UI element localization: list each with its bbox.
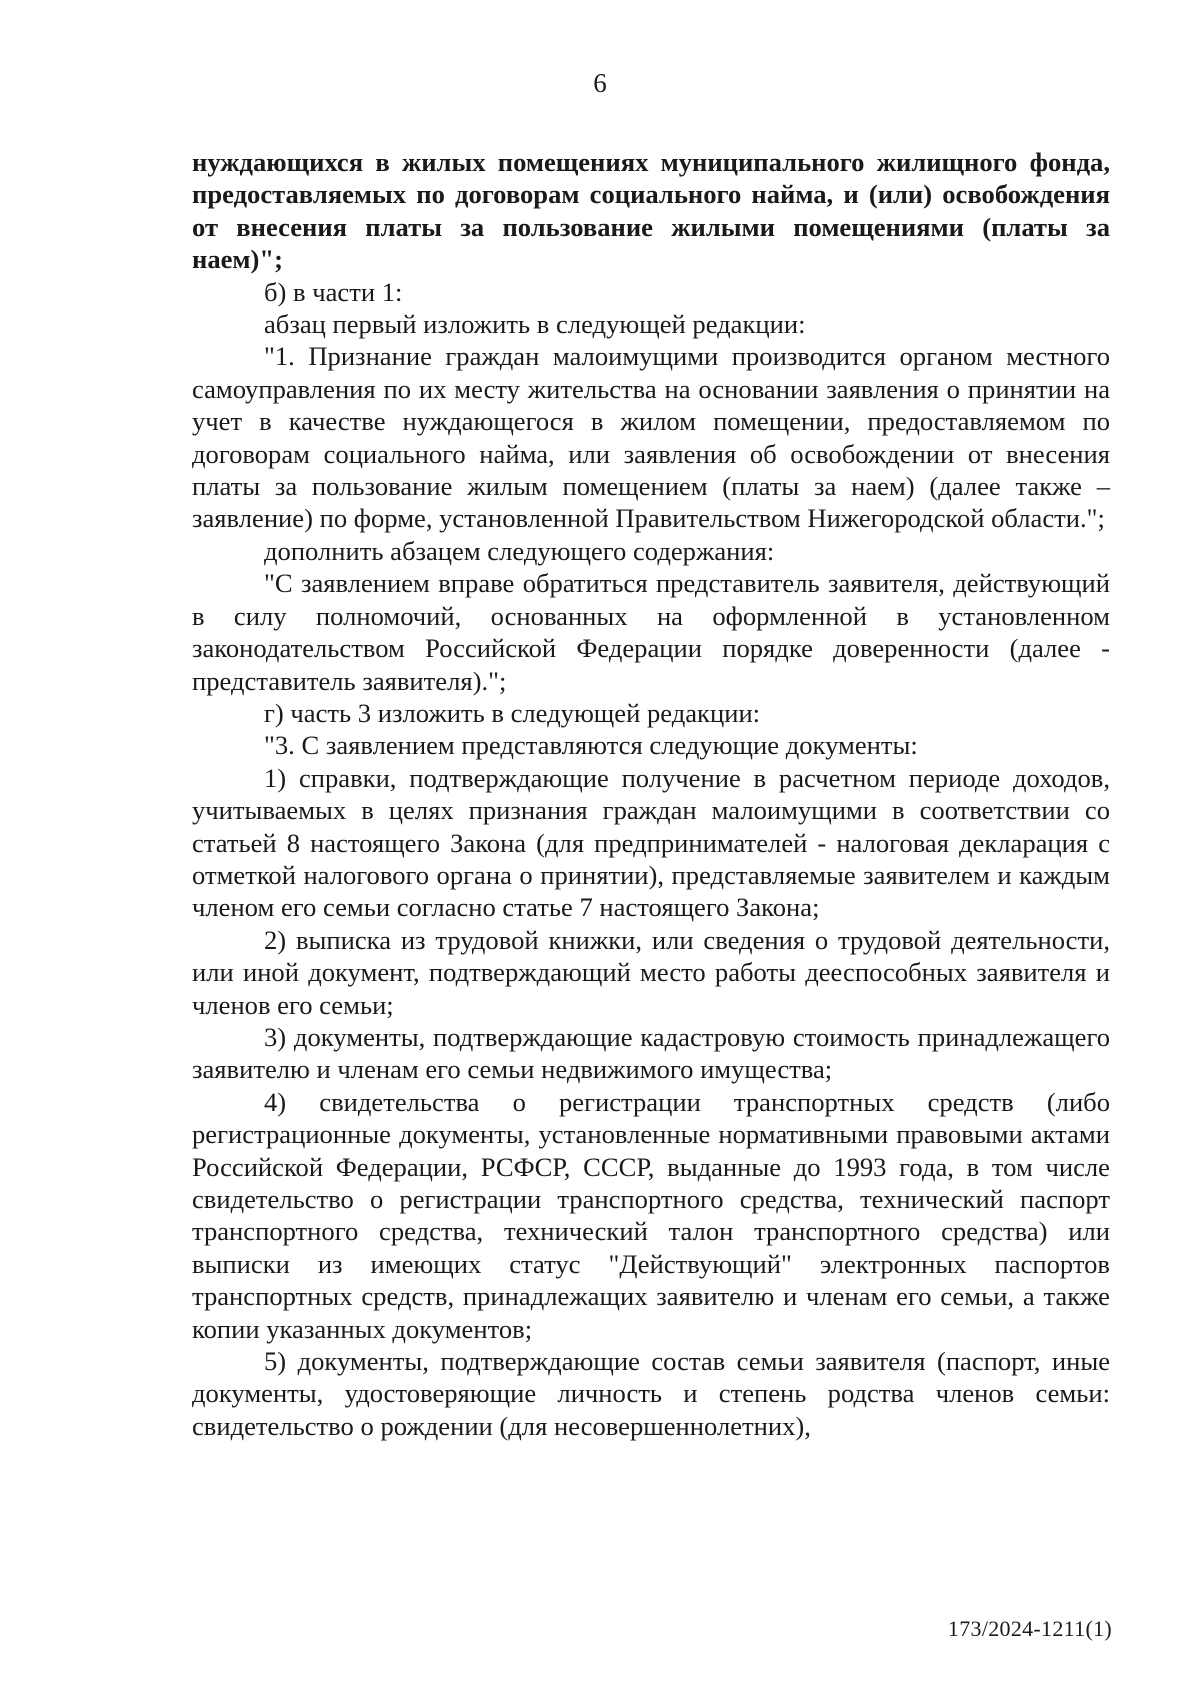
list-item-1: 1) справки, подтверждающие получение в расчетном периоде доходов, учитываемых в целях признания граждан малоимущими в соответствии со статьей 8 настоящего Закона (для предпринимателей - налоговая декларация с отметкой налогового органа о принятии), представляемые заявителем и каждым членом его семьи согласно статье 7 настоящего Закона; bbox=[192, 762, 1110, 923]
paragraph-item-3-text: "3. С заявлением представляются следующие документы: bbox=[264, 730, 918, 761]
paragraph-first-abzac: абзац первый изложить в следующей редакции: bbox=[264, 309, 806, 340]
paragraph-representative: "С заявлением вправе обратиться представитель заявителя, действующий в силу полномочий, основанных на оформленной в установленном законодательством Российской Федерации порядке доверенности (далее - представитель заявителя)."; bbox=[192, 568, 1110, 696]
paragraph-part-1: б) в части 1: bbox=[264, 276, 403, 307]
list-item-4: 4) свидетельства о регистрации транспортных средств (либо регистрационные документы, установленные нормативными правовыми актами Российской Федерации, РСФСР, СССР, выданные до 1993 года, в том числе свидетельство о регистрации транспортного средства, технический паспорт транспортного средства, технический талон транспортного средства) или выписки из имеющих статус "Действующий" электронных паспортов транспортных средств, принадлежащих заявителю и членам его семьи, а также копии указанных документов; bbox=[192, 1086, 1110, 1344]
continued-heading: нуждающихся в жилых помещениях муниципального жилищного фонда, предоставляемых по договорам социального найма, и (или) освобождения от внесения платы за пользование жилыми помещениями (платы за наем)"; bbox=[192, 147, 1110, 275]
list-item-3: 3) документы, подтверждающие кадастровую стоимость принадлежащего заявителю и членам его семьи недвижимого имущества; bbox=[192, 1021, 1110, 1085]
list-item-2: 2) выписка из трудовой книжки, или сведения о трудовой деятельности, или иной документ, подтверждающий место работы дееспособных заявителя и членов его семьи; bbox=[192, 924, 1110, 1020]
document-code: 173/2024-1211(1) bbox=[947, 1616, 1112, 1641]
document-body bbox=[192, 146, 1110, 1442]
paragraph-part-3: г) часть 3 изложить в следующей редакции: bbox=[264, 697, 761, 728]
paragraph-add-abzac: дополнить абзацем следующего содержания: bbox=[264, 535, 775, 566]
page-number: 6 bbox=[593, 68, 607, 98]
paragraph-item-1-text: "1. Признание граждан малоимущими производится органом местного самоуправления по их месту жительства на основании заявления о принятии на учет в качестве нуждающегося в жилом помещении, предоставляемом по договорам социального найма, или заявления об освобождении от внесения платы за пользование жилым помещением (платы за наем) (далее также – заявление) по форме, установленной Правительством Нижегородской области."; bbox=[192, 341, 1110, 534]
list-item-5: 5) документы, подтверждающие состав семьи заявителя (паспорт, иные документы, удостоверяющие личность и степень родства членов семьи: свидетельство о рождении (для несовершеннолетних), bbox=[192, 1346, 1110, 1441]
